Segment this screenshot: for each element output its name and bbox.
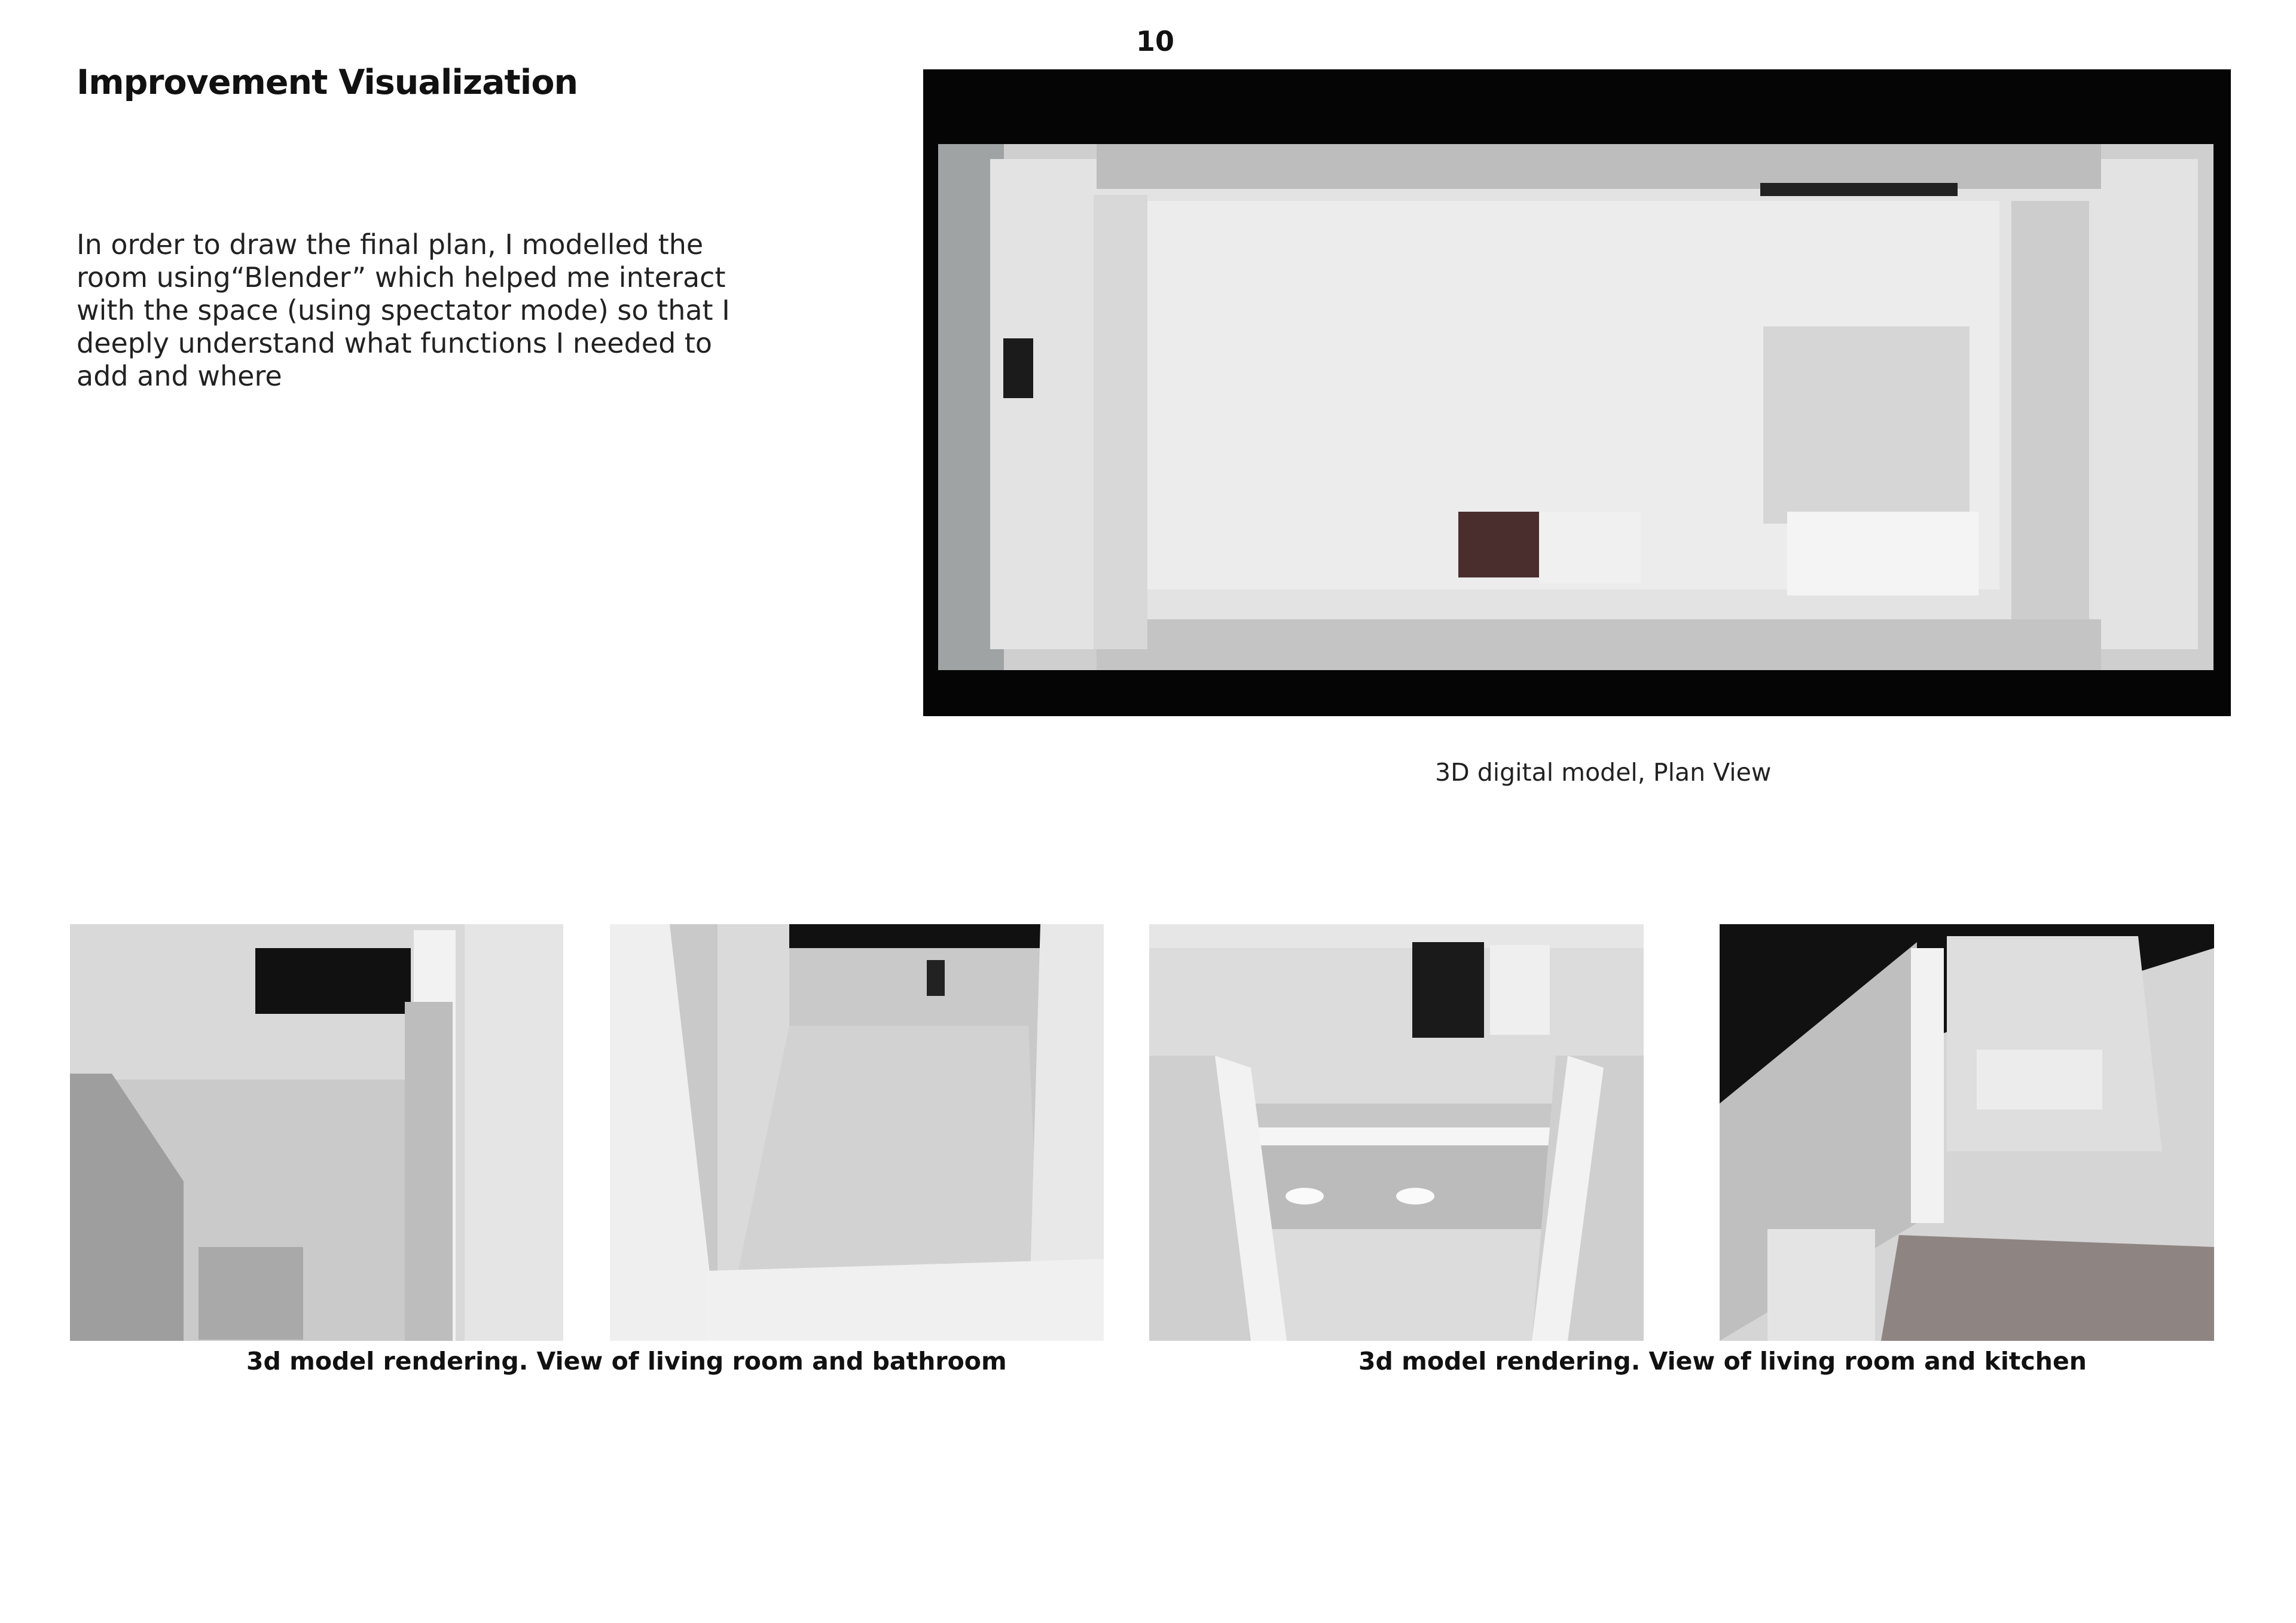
caption-bathroom-render: 3d model rendering. View of living room and bathroom bbox=[246, 1347, 1007, 1376]
render-bathroom-view bbox=[70, 924, 563, 1341]
render-living-kitchen-view bbox=[1720, 924, 2214, 1341]
intro-paragraph: In order to draw the final plan, I modelled the room using“Blender” which helped me interact with the space (using spectator mode) so that I deeply understand what functions I needed to add and where bbox=[77, 228, 730, 392]
plan-view-caption: 3D digital model, Plan View bbox=[1435, 758, 1772, 787]
plan-view-render bbox=[923, 69, 2231, 716]
page-number: 10 bbox=[1136, 25, 1175, 57]
caption-kitchen-render: 3d model rendering. View of living room and kitchen bbox=[1358, 1347, 2087, 1376]
render-living-room-view bbox=[610, 924, 1104, 1341]
page-title: Improvement Visualization bbox=[77, 63, 578, 102]
render-kitchen-view bbox=[1149, 924, 1644, 1341]
